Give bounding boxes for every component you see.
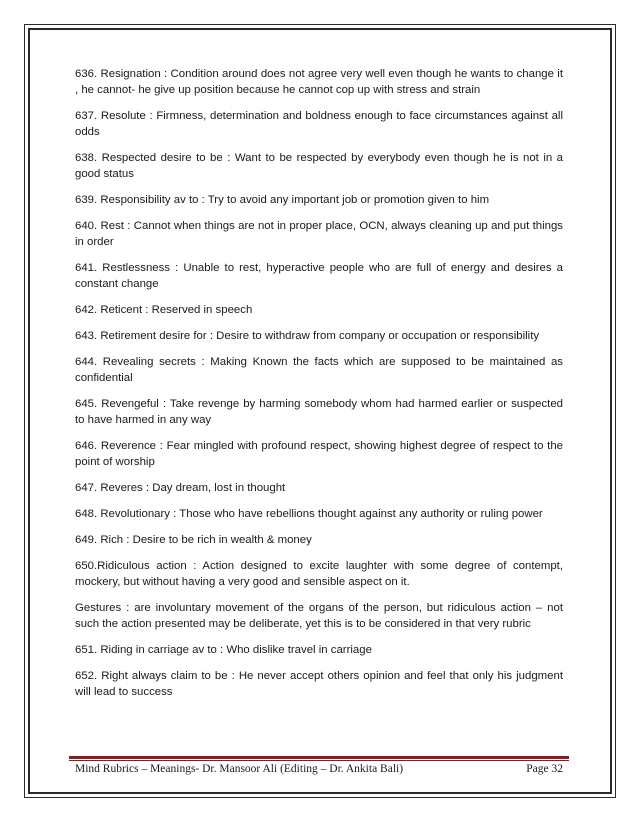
rubric-entry-652: 652. Right always claim to be : He never accept others opinion and feel that only his judgment will lead to success: [75, 670, 563, 698]
footer-divider: [69, 756, 569, 761]
rubric-entry-637: 637. Resolute : Firmness, determination and boldness enough to face circumstances against all odds: [75, 110, 563, 138]
rubric-entry-651: 651. Riding in carriage av to : Who dislike travel in carriage: [75, 644, 372, 656]
rubric-entry-645: 645. Revengeful : Take revenge by harming somebody whom had harmed earlier or suspected to have harmed in any way: [75, 398, 563, 426]
rubric-entry-646: 646. Reverence : Fear mingled with profound respect, showing highest degree of respect to the point of worship: [75, 440, 563, 468]
rubric-entry-641: 641. Restlessness : Unable to rest, hyperactive people who are full of energy and desires a constant change: [75, 262, 563, 290]
rubric-entry-644: 644. Revealing secrets : Making Known the facts which are supposed to be maintained as confidential: [75, 356, 563, 384]
rubric-entry-643: 643. Retirement desire for : Desire to withdraw from company or occupation or responsibility: [75, 330, 540, 342]
rubric-entry-649: 649. Rich : Desire to be rich in wealth & money: [75, 534, 312, 546]
document-body: [75, 66, 563, 710]
rubric-entry-639: 639. Responsibility av to : Try to avoid any important job or promotion given to him: [75, 194, 490, 206]
rubric-entry-636: 636. Resignation : Condition around does not agree very well even though he wants to change it , he cannot- he give up position because he cannot cop up with stress and strain: [75, 68, 563, 96]
rubric-entry-648: 648. Revolutionary : Those who have rebellions thought against any authority or ruling power: [75, 508, 543, 520]
rubric-entry-640: 640. Rest : Cannot when things are not in proper place, OCN, always cleaning up and put things in order: [75, 220, 563, 248]
page-footer: [75, 762, 563, 776]
gestures-note: Gestures : are involuntary movement of the organs of the person, but ridiculous action – not such the action presented may be deliberate, yet this is to be considered in that very rubric: [75, 602, 563, 630]
rubric-entry-650: 650.Ridiculous action : Action designed to excite laughter with some degree of contempt, mockery, but without having a very good and sensible aspect on it.: [75, 560, 563, 588]
rubric-entry-642: 642. Reticent : Reserved in speech: [75, 304, 253, 316]
rubric-entry-638: 638. Respected desire to be : Want to be respected by everybody even though he is not in a good status: [75, 152, 563, 180]
rubric-entry-647: 647. Reveres : Day dream, lost in thought: [75, 482, 286, 494]
footer-title: Mind Rubrics – Meanings- Dr. Mansoor Ali (Editing – Dr. Ankita Bali): [75, 763, 404, 775]
page-number: Page 32: [526, 763, 563, 775]
